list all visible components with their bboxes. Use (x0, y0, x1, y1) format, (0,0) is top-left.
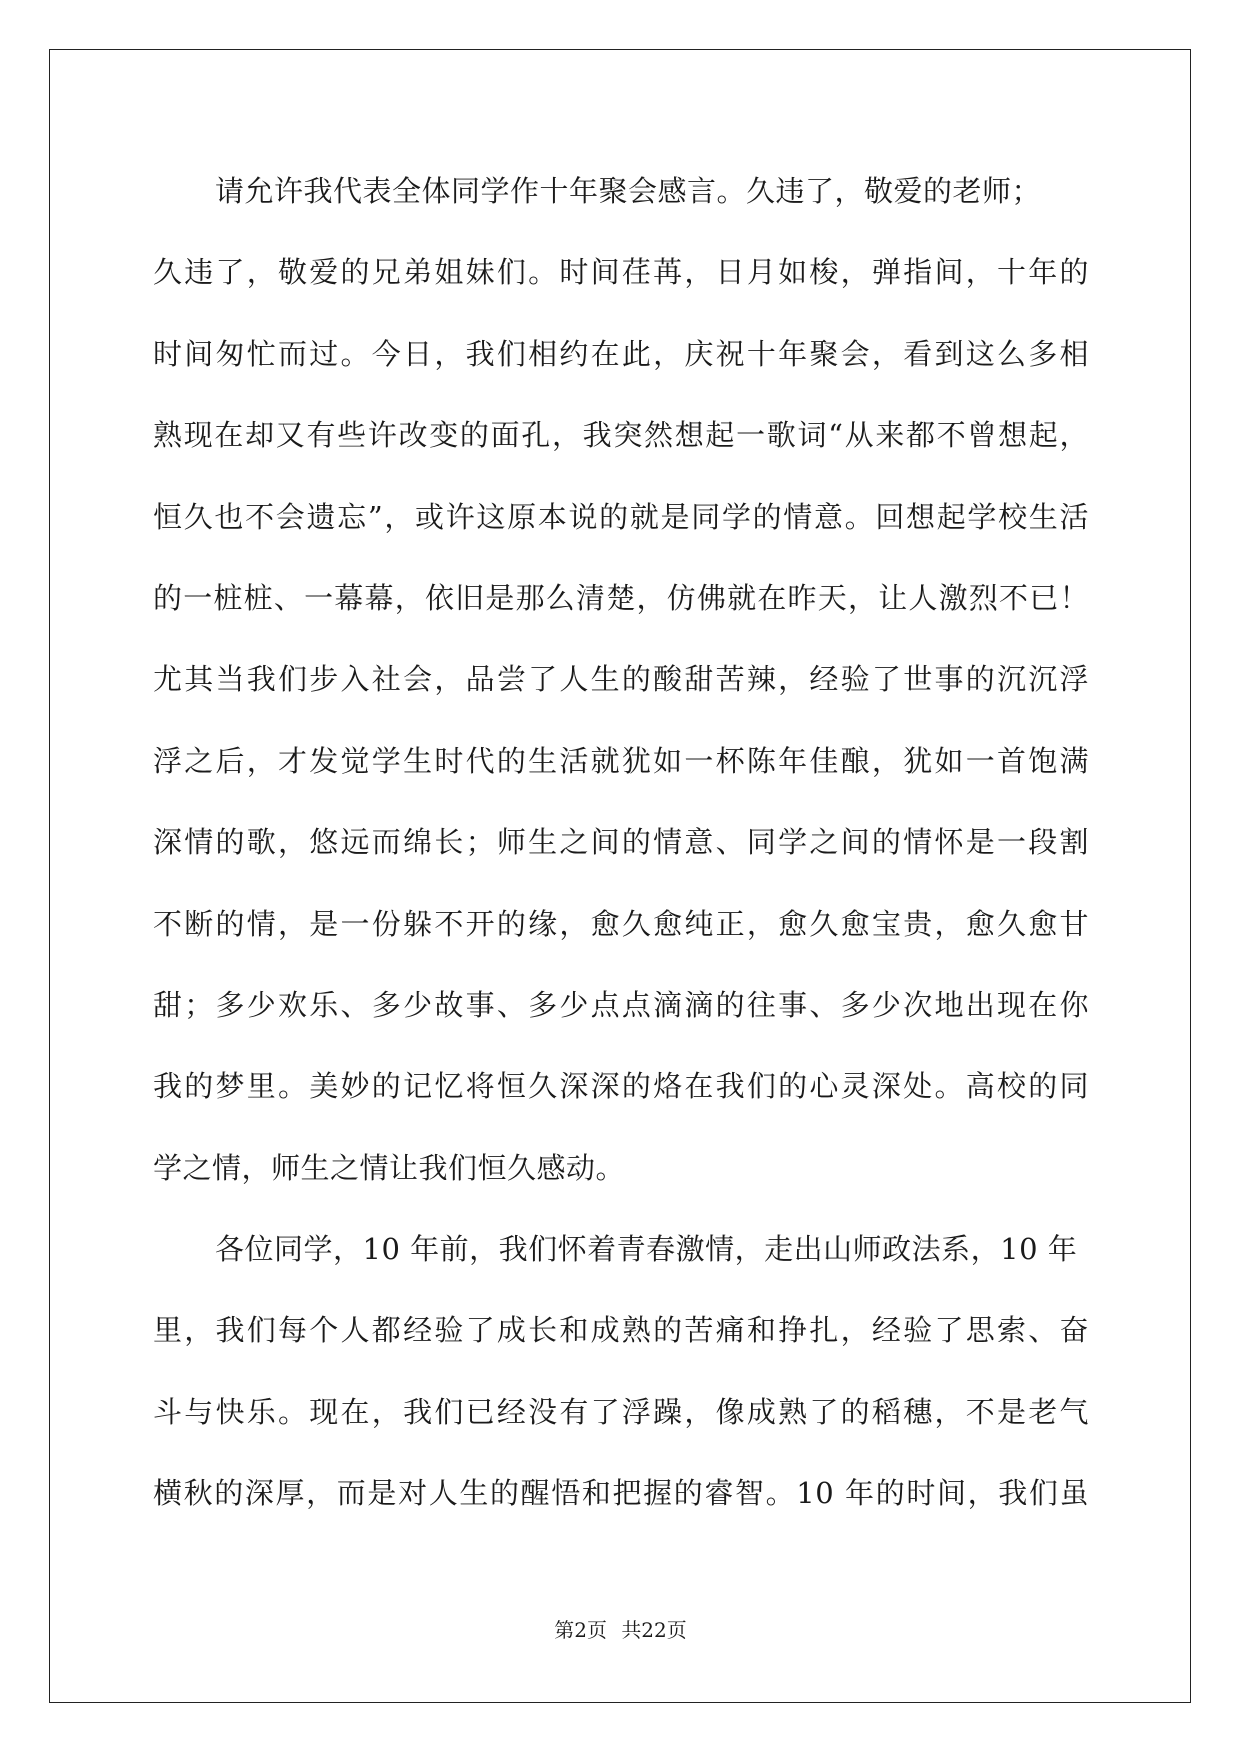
document-body (153, 161, 1089, 1545)
text-line: 学之情，师生之情让我们恒久感动。 (153, 1150, 626, 1185)
text-line: 各位同学，10 年前，我们怀着青春激情，走出山师政法系，10 年 (215, 1232, 1078, 1267)
page-number: 第2页 (554, 1618, 607, 1642)
text-line: 横秋的深厚，而是对人生的醒悟和把握的睿智。10 年的时间，我们虽 (153, 1476, 1089, 1511)
page-footer (0, 1614, 1241, 1643)
text-line: 的一桩桩、一幕幕，依旧是那么清楚，仿佛就在昨天，让人激烈不已！ (153, 580, 1089, 615)
text-line: 熟现在却又有些许改变的面孔，我突然想起一歌词“从来都不曾想起， (153, 418, 1089, 453)
text-line: 不断的情，是一份躲不开的缘，愈久愈纯正，愈久愈宝贵，愈久愈甘 (153, 906, 1089, 941)
text-line: 甜；多少欢乐、多少故事、多少点点滴滴的往事、多少次地出现在你 (153, 987, 1089, 1022)
page-total: 共22页 (621, 1618, 687, 1642)
text-line: 里，我们每个人都经验了成长和成熟的苦痛和挣扎，经验了思索、奋 (153, 1313, 1089, 1348)
text-line: 尤其当我们步入社会，品尝了人生的酸甜苦辣，经验了世事的沉沉浮 (153, 662, 1089, 697)
text-line: 久违了，敬爱的兄弟姐妹们。时间荏苒，日月如梭，弹指间，十年的 (153, 255, 1089, 290)
text-line: 请允许我代表全体同学作十年聚会感言。久违了，敬爱的老师； (215, 174, 1042, 208)
text-line: 我的梦里。美妙的记忆将恒久深深的烙在我们的心灵深处。高校的同 (153, 1069, 1089, 1104)
text-line: 恒久也不会遗忘”，或许这原本说的就是同学的情意。回想起学校生活 (153, 499, 1089, 534)
text-line: 时间匆忙而过。今日，我们相约在此，庆祝十年聚会，看到这么多相 (153, 336, 1089, 371)
text-line: 深情的歌，悠远而绵长；师生之间的情意、同学之间的情怀是一段割 (153, 825, 1089, 860)
text-line: 斗与快乐。现在，我们已经没有了浮躁，像成熟了的稻穗，不是老气 (153, 1394, 1089, 1429)
text-line: 浮之后，才发觉学生时代的生活就犹如一杯陈年佳酿，犹如一首饱满 (153, 743, 1089, 778)
